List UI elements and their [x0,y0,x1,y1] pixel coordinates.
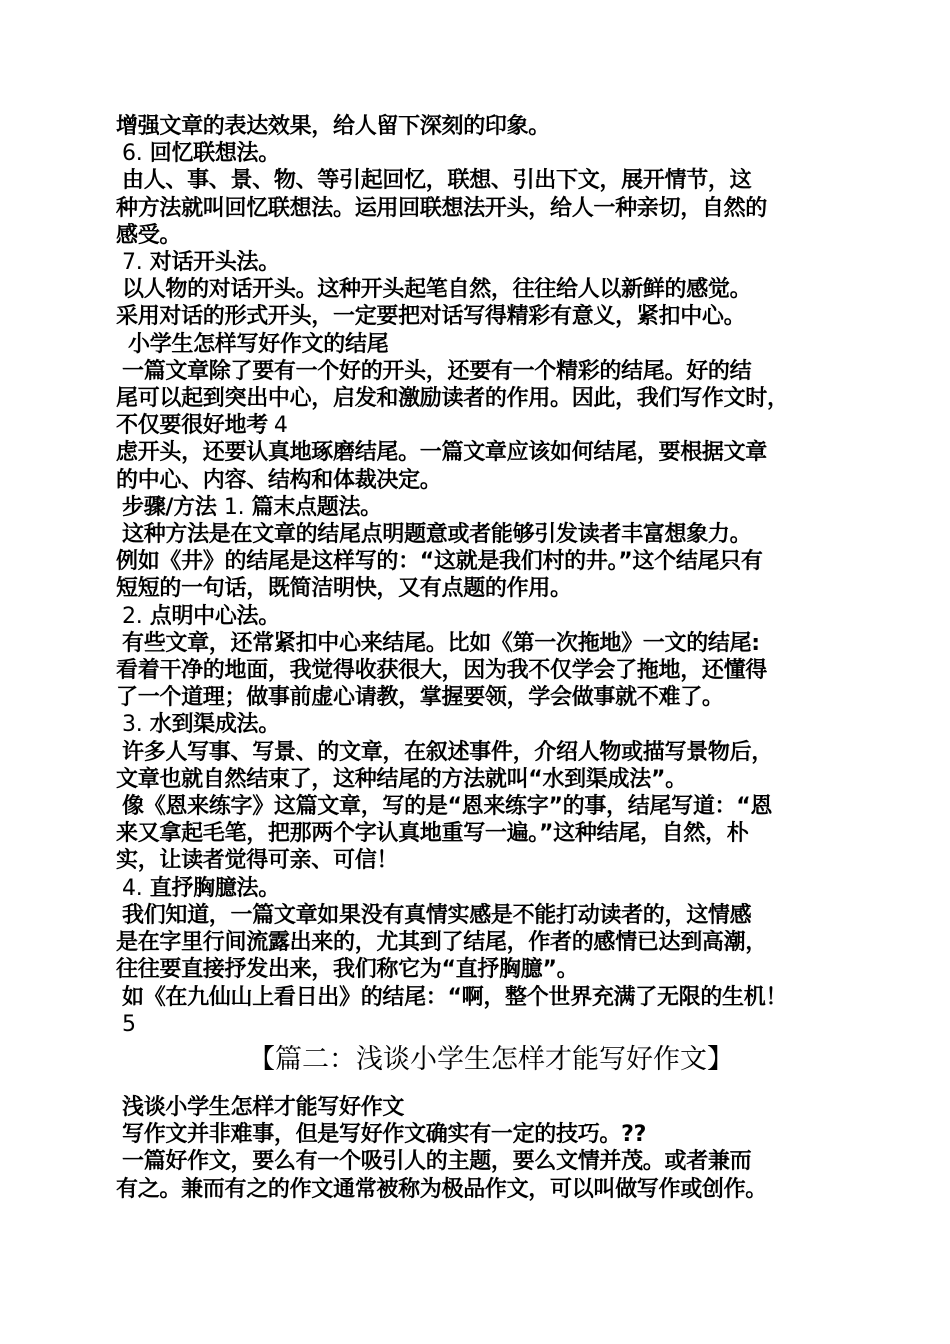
item-number: 2. [122,603,143,629]
subheading: 小学生怎样写好作文的结尾 [128,331,389,357]
text-line: 这种方法是在文章的结尾点明题意或者能够引发读者丰富想象力。 [122,522,752,548]
steps-label: 步骤/方法 [122,494,217,520]
text-line: 来又拿起毛笔，把那两个字认真地重写一遍。”这种结尾，自然，朴 [116,821,749,847]
text-line [116,412,846,439]
text-line: 文章也就自然结束了，这种结尾的方法就叫“水到渠成法”。 [116,766,687,792]
text-line: 短短的一句话，既简洁明快，又有点题的作用。 [116,576,572,602]
text-line: 以人物的对话开头。这种开头起笔自然，往往给人以新鲜的感觉。 [122,277,752,303]
text-line: 尾可以起到突出中心，启发和激励读者的作用。因此，我们写作文时， [116,386,789,412]
item-number: 7. [122,250,143,276]
text-line: 采用对话的形式开头，一定要把对话写得精彩有意义，紧扣中心。 [116,304,746,330]
text-line: 我们知道，一篇文章如果没有真情实感是不能打动读者的，这情感 [122,902,752,928]
numbered-heading [116,711,846,738]
heading-text: 直抒胸臆法。 [149,875,280,901]
page-number: 5 [122,1011,136,1037]
text-line: 是在字里行间流露出来的，尤其到了结尾，作者的感情已达到高潮， [116,930,768,956]
heading-text: 回忆联想法。 [149,141,280,167]
text-line: 如《在九仙山上看日出》的结尾：“啊，整个世界充满了无限的生机！ [122,984,788,1010]
text-line: 虑开头，还要认真地琢磨结尾。一篇文章应该如何结尾，要根据文章 [116,440,768,466]
text-line: 增强文章的表达效果，给人留下深刻的印象。 [116,114,551,139]
text-line: 例如《井》的结尾是这样写的：“这就是我们村的井。”这个结尾只有 [116,549,763,575]
item-number: 4. [122,875,143,901]
subheading: 浅谈小学生怎样才能写好作文 [122,1094,405,1120]
text-line: 感受。 [116,222,182,248]
numbered-heading [116,603,846,630]
text-line: 一篇文章除了要有一个好的开头，还要有一个精彩的结尾。好的结 [122,358,752,384]
item-number: 1. [223,494,245,520]
text-line: 许多人写事、写景、的文章，在叙述事件，介绍人物或描写景物后， [122,739,774,765]
item-number: 3. [122,712,143,738]
heading-text: 水到渠成法。 [149,712,280,738]
text-line: 有之。兼而有之的作文通常被称为极品作文，可以叫做写作或创作。 [116,1176,768,1202]
text-line: 看着干净的地面，我觉得收获很大，因为我不仅学会了拖地，还懂得 [116,658,768,684]
numbered-heading [116,494,846,521]
heading-text: 对话开头法。 [149,250,280,276]
numbered-heading [116,875,846,902]
text-line: 有些文章，还常紧扣中心来结尾。比如《第一次拖地》一文的结尾: [122,630,760,656]
text-line: 实，让读者觉得可亲、可信！ [116,848,399,874]
heading-text: 篇末点题法。 [251,494,382,520]
text-span: 不仅要很好地考 [116,413,268,439]
numbered-heading [116,140,846,167]
text-line: 一篇好作文，要么有一个吸引人的主题，要么文情并茂。或者兼而 [122,1149,752,1175]
page-number: 4 [273,413,288,439]
text-line: 种方法就叫回忆联想法。运用回联想法开头，给人一种亲切，自然的 [116,195,768,221]
document-body [116,113,846,1203]
text-line: 往往要直接抒发出来，我们称它为“直抒胸臆”。 [116,957,579,983]
heading-text: 点明中心法。 [149,603,280,629]
page-number-line [116,1011,846,1038]
text-line: 由人、事、景、物、等引起回忆，联想、引出下文，展开情节，这 [122,168,752,194]
text-line: 的中心、内容、结构和体裁决定。 [116,467,442,493]
text-line: 像《恩来练字》这篇文章，写的是“恩来练字”的事，结尾写道：“恩 [122,794,773,820]
section-title: 【篇二：浅谈小学生怎样才能写好作文】 [248,1043,734,1075]
item-number: 6. [122,141,143,167]
numbered-heading [116,249,846,276]
text-line: 了一个道理；做事前虚心请教，掌握要领，学会做事就不难了。 [116,685,724,711]
text-line: 写作文并非难事，但是写好作文确实有一定的技巧。?? [122,1122,647,1148]
